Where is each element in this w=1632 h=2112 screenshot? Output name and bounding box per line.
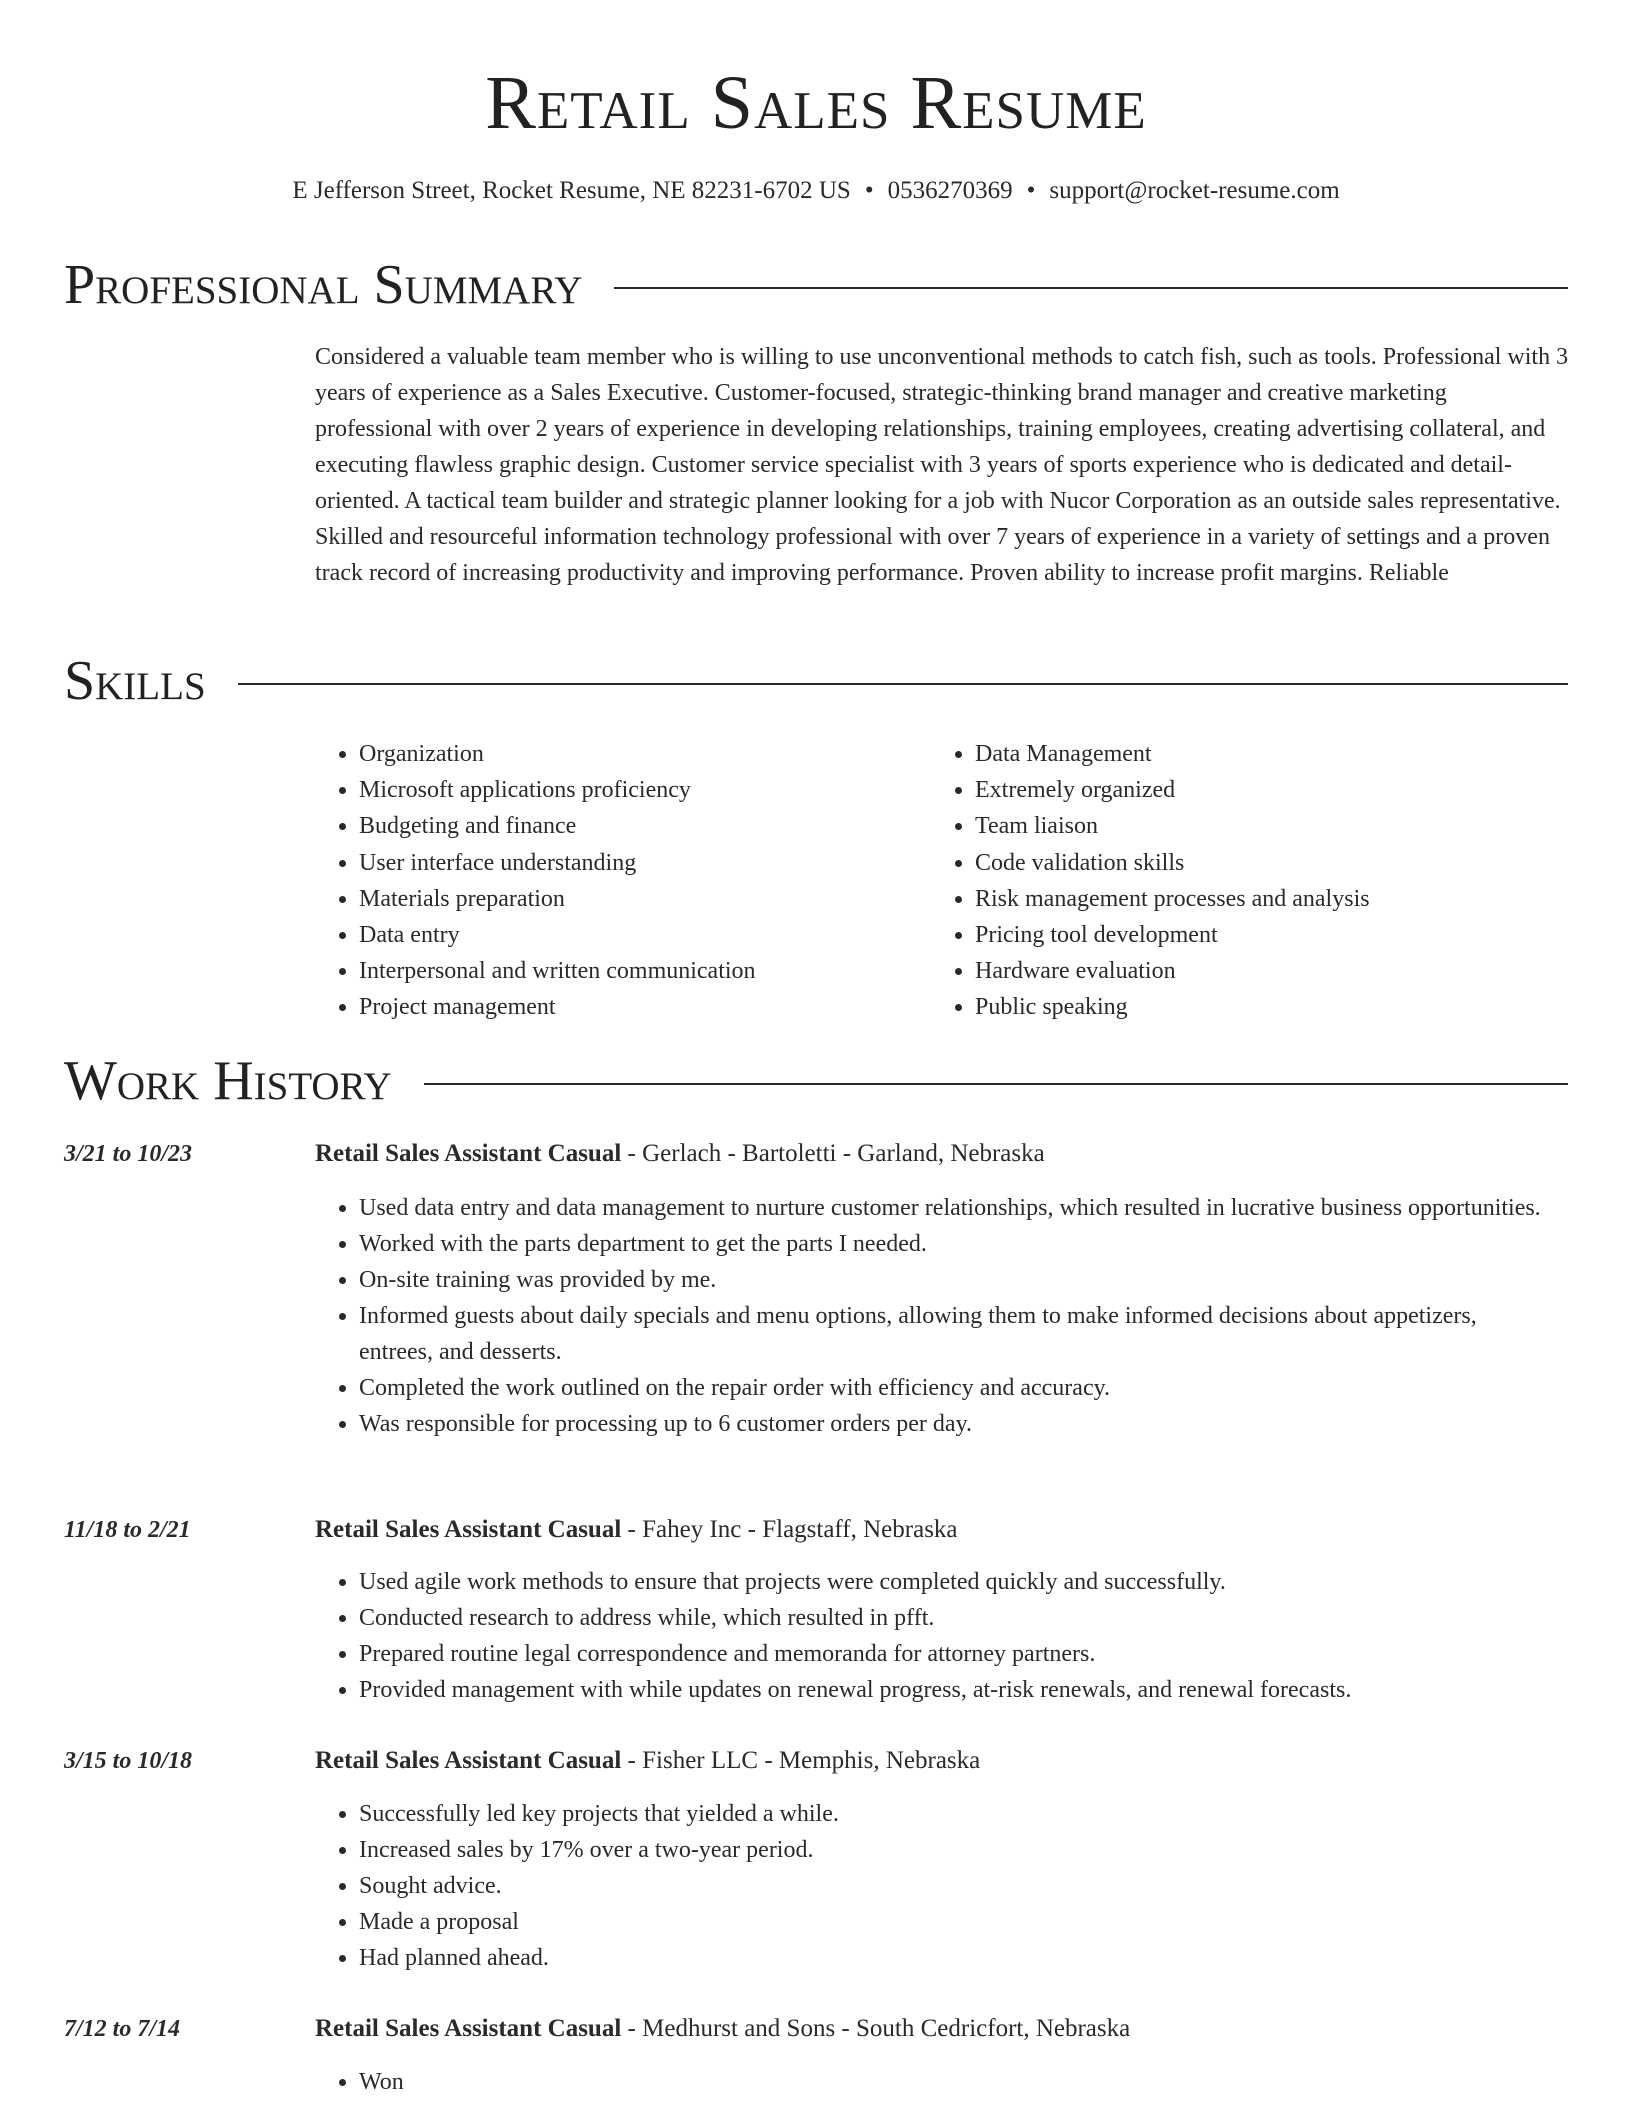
job-duties <box>315 1564 1570 1708</box>
job-employer: - Fahey Inc - Flagstaff, Nebraska <box>621 1516 958 1543</box>
job-employer: - Medhurst and Sons - South Cedricfort, Nebraska <box>621 2015 1131 2042</box>
skill-item: • Budgeting and finance <box>359 808 756 844</box>
job-dates: 7/12 to 7/14 <box>64 2016 181 2042</box>
job-duty: • Worked with the parts department to get the parts I needed. <box>359 1226 1570 1262</box>
skill-item: • Data entry <box>359 917 756 953</box>
skill-item: • Risk management processes and analysis <box>975 881 1370 917</box>
job-duty: • Used data entry and data management to nurture customer relationships, which resulted in lucrative business opportunities. <box>359 1190 1570 1226</box>
job-duty: • Won <box>359 2064 1570 2100</box>
summary-section-header <box>64 252 1568 318</box>
skill-item: • User interface understanding <box>359 845 756 881</box>
summary-text: Considered a valuable team member who is willing to use unconventional methods to catch fish, such as tools. Professional with 3 years of experience as a Sales Executive. Customer-focused, strategic-thinking brand manager and creative marketing professional with over 2 years of experience in developing relationships, training employees, creating advertising collateral, and executing flawless graphic design. Customer service specialist with 3 years of sports experience who is dedicated and detail-oriented. A tactical team builder and strategic planner looking for a job with Nucor Corporation as an outside sales representative. Skilled and resourceful information technology professional with over 7 years of experience in a variety of settings and a proven track record of increasing productivity and improving performance. Proven ability to increase profit margins. Reliable <box>315 344 1569 586</box>
skill-item: • Pricing tool development <box>975 917 1370 953</box>
job-duty: • Informed guests about daily specials and menu options, allowing them to make informed decisions about appetizers, entrees, and desserts. <box>359 1298 1570 1370</box>
contact-separator: • <box>1026 177 1036 204</box>
summary-heading: Professional Summary <box>64 254 583 316</box>
contact-separator: • <box>864 177 874 204</box>
job-dates: 3/21 to 10/23 <box>64 1141 193 1167</box>
job-duty: • Was responsible for processing up to 6 customer orders per day. <box>359 1406 1570 1442</box>
skill-item: • Public speaking <box>975 989 1370 1025</box>
job-position: Retail Sales Assistant Casual <box>315 2015 622 2042</box>
job-heading <box>315 1138 1045 1170</box>
contact-email: support@rocket-resume.com <box>1049 177 1340 204</box>
job-duty: • On-site training was provided by me. <box>359 1262 1570 1298</box>
contact-phone: 0536270369 <box>887 177 1013 204</box>
job-duties <box>315 2064 1570 2100</box>
job-duty: • Successfully led key projects that yielded a while. <box>359 1796 1570 1832</box>
job-employer: - Gerlach - Bartoletti - Garland, Nebraska <box>621 1140 1045 1167</box>
job-duty: • Prepared routine legal correspondence and memoranda for attorney partners. <box>359 1636 1570 1672</box>
job-heading <box>315 2013 1130 2045</box>
section-divider <box>238 683 1568 685</box>
skill-item: • Organization <box>359 736 756 772</box>
skill-item: • Team liaison <box>975 808 1370 844</box>
job-position: Retail Sales Assistant Casual <box>315 1516 622 1543</box>
skill-item: • Code validation skills <box>975 845 1370 881</box>
job-dates: 3/15 to 10/18 <box>64 1748 193 1774</box>
skills-list-left <box>315 736 756 1026</box>
job-heading <box>315 1745 980 1777</box>
job-duty: • Increased sales by 17% over a two-year period. <box>359 1832 1570 1868</box>
job-duty: • Completed the work outlined on the repair order with efficiency and accuracy. <box>359 1370 1570 1406</box>
skills-list-right <box>931 736 1370 1026</box>
work-section-header <box>64 1048 1568 1114</box>
work-heading: Work History <box>64 1050 392 1112</box>
skills-heading: Skills <box>64 650 206 712</box>
skill-item: • Data Management <box>975 736 1370 772</box>
job-duty: • Provided management with while updates on renewal progress, at-risk renewals, and renewal forecasts. <box>359 1672 1570 1708</box>
section-divider <box>424 1083 1568 1085</box>
job-heading <box>315 1514 958 1546</box>
job-duties <box>315 1796 1570 1976</box>
section-divider <box>614 287 1568 289</box>
contact-address: E Jefferson Street, Rocket Resume, NE 82231-6702 US <box>292 177 851 204</box>
job-employer: - Fisher LLC - Memphis, Nebraska <box>621 1747 981 1774</box>
contact-line <box>0 175 1632 207</box>
skills-section-header <box>64 648 1568 714</box>
skill-item: • Hardware evaluation <box>975 953 1370 989</box>
job-duty: • Sought advice. <box>359 1868 1570 1904</box>
skill-item: • Microsoft applications proficiency <box>359 772 756 808</box>
skill-item: • Extremely organized <box>975 772 1370 808</box>
job-duties <box>315 1190 1570 1442</box>
job-position: Retail Sales Assistant Casual <box>315 1140 622 1167</box>
job-duty: • Conducted research to address while, which resulted in pfft. <box>359 1600 1570 1636</box>
skill-item: • Project management <box>359 989 756 1025</box>
job-duty: • Made a proposal <box>359 1904 1570 1940</box>
job-duty: • Used agile work methods to ensure that projects were completed quickly and successfully. <box>359 1564 1570 1600</box>
skill-item: • Materials preparation <box>359 881 756 917</box>
job-dates: 11/18 to 2/21 <box>64 1517 191 1543</box>
skill-item: • Interpersonal and written communication <box>359 953 756 989</box>
resume-title: Retail Sales Resume <box>485 61 1147 145</box>
job-duty: • Had planned ahead. <box>359 1940 1570 1976</box>
job-position: Retail Sales Assistant Casual <box>315 1747 622 1774</box>
